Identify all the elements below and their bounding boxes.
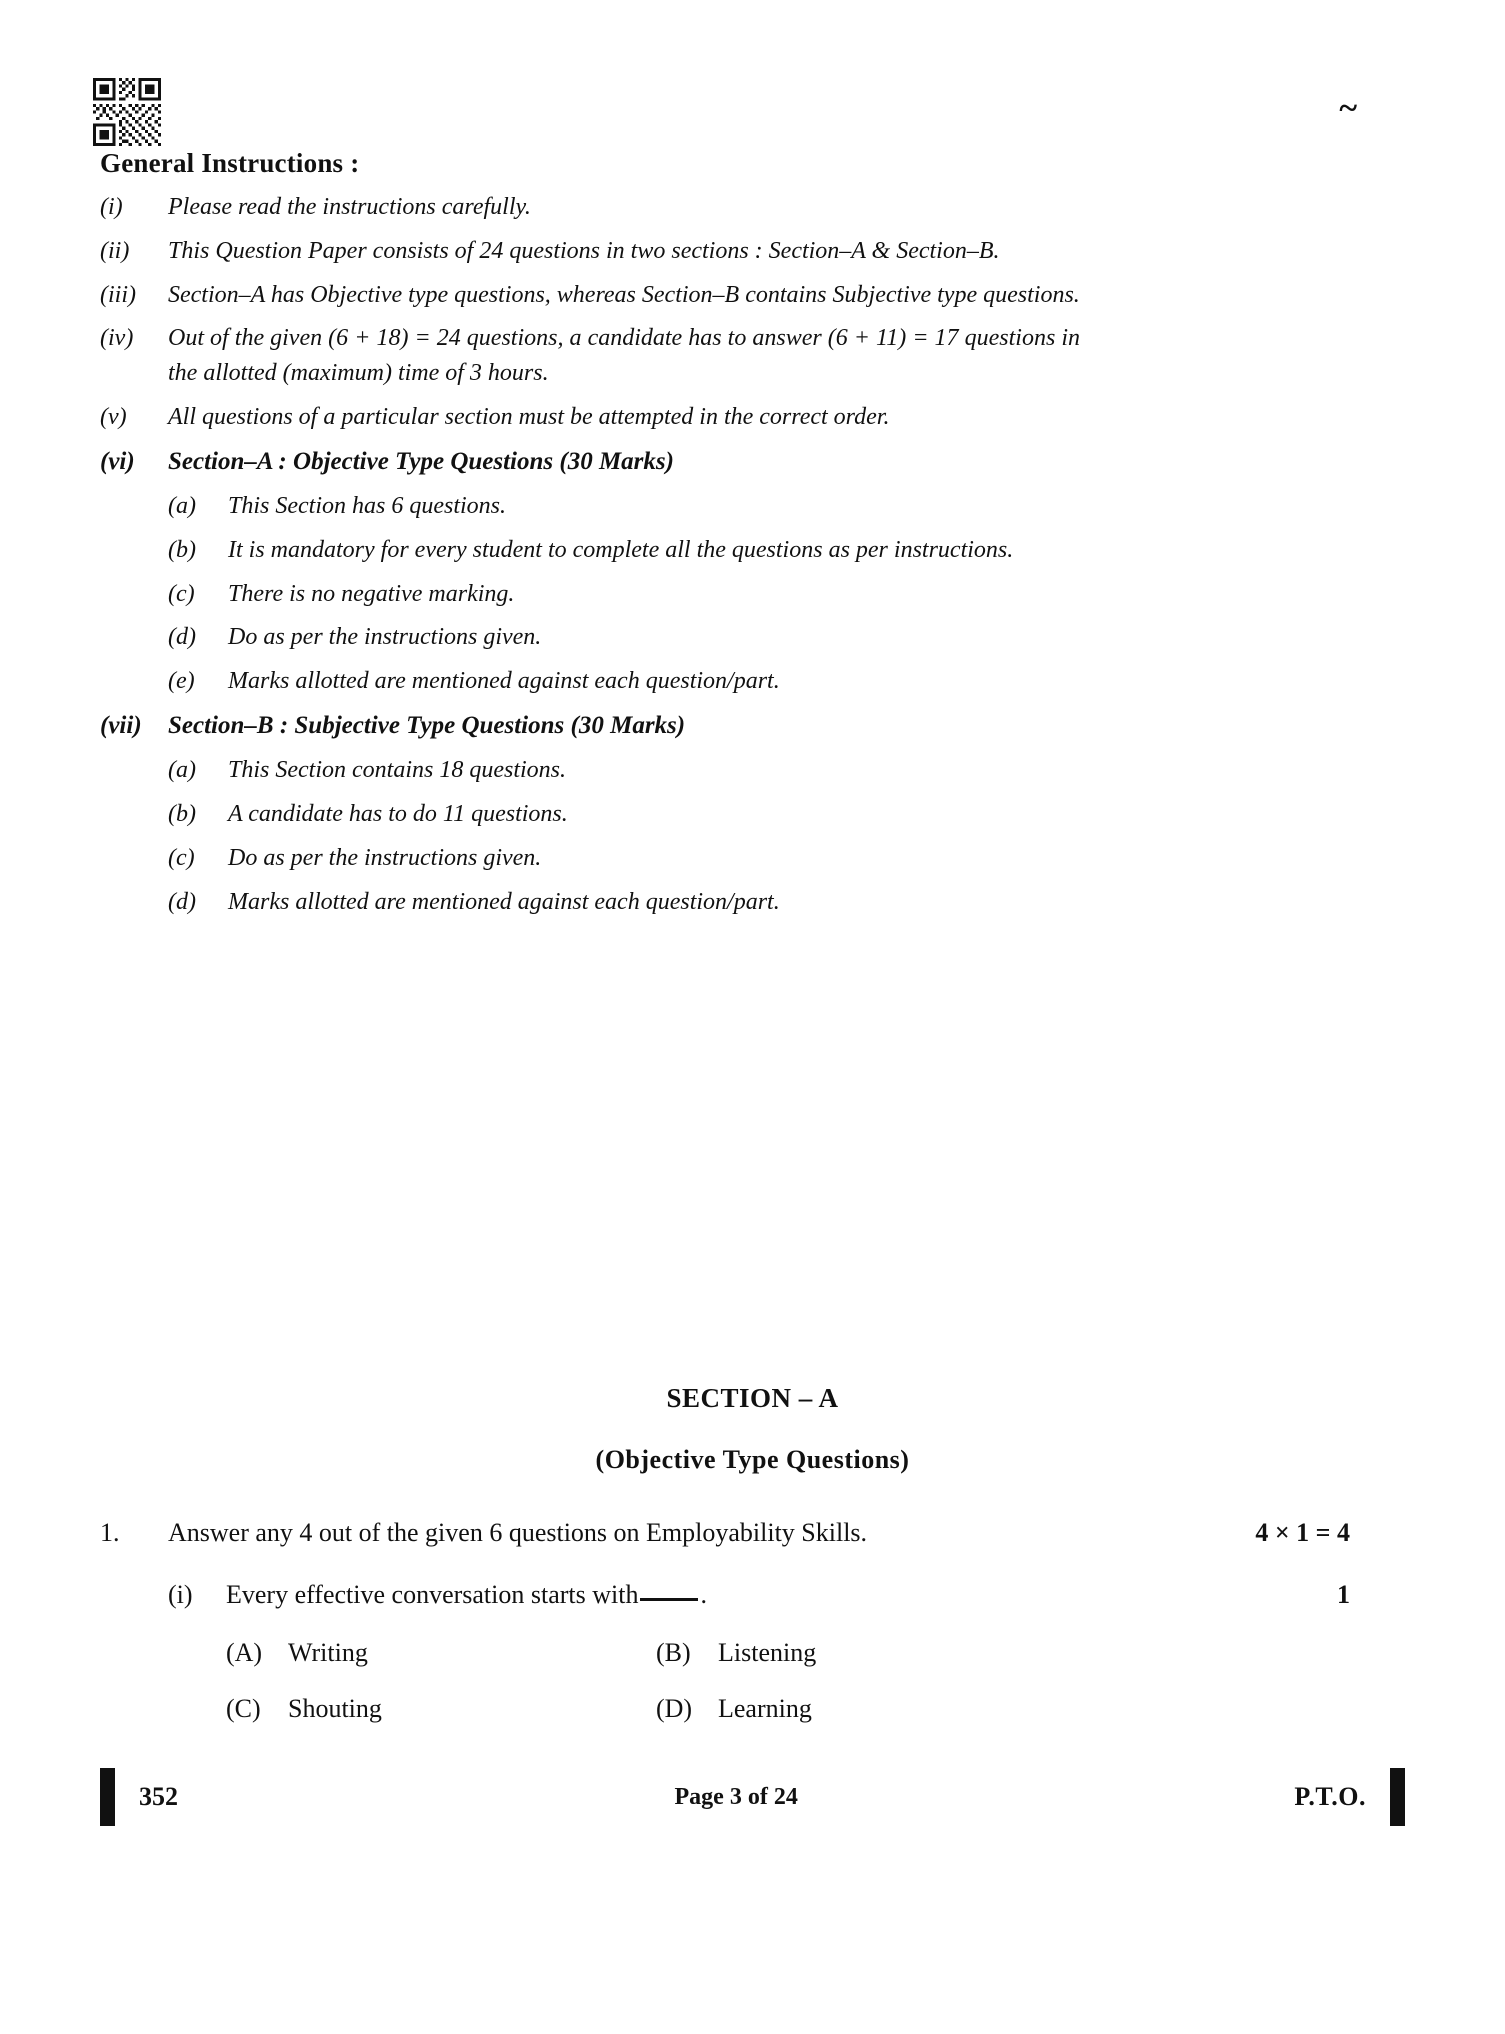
footer-bar-right [1390, 1768, 1405, 1826]
page-footer [100, 1768, 1405, 1826]
sub-instruction-item-e [168, 664, 1080, 699]
sub-instruction-item-c [168, 841, 1080, 876]
footer-content [115, 1768, 1390, 1826]
section-a-sub-instructions [168, 489, 1080, 699]
sub-instruction-item-a [168, 489, 1080, 524]
paper-code: 352 [139, 1782, 178, 1811]
option-b[interactable] [656, 1638, 1086, 1668]
sub-question-text-after-blank: . [700, 1580, 707, 1609]
instruction-text: Section–A : Objective Type Questions (30 Marks) [168, 447, 674, 475]
question-1-main [100, 1518, 1350, 1548]
instruction-text: Section–B : Subjective Type Questions (30 Marks) [168, 712, 686, 740]
sub-instruction-item-c [168, 577, 1080, 612]
instruction-marker: (vi) [100, 447, 135, 475]
sub-instruction-marker: (a) [168, 757, 196, 784]
option-a[interactable] [226, 1638, 656, 1668]
option-label: (D) [656, 1694, 693, 1723]
sub-instruction-marker: (a) [168, 493, 196, 520]
instruction-section-a-heading [100, 444, 1080, 480]
sub-instruction-item-a [168, 753, 1080, 788]
option-label: (B) [656, 1638, 691, 1667]
sub-instruction-marker: (d) [168, 888, 196, 915]
question-1-block [100, 1518, 1350, 1750]
question-number: 1. [100, 1518, 120, 1547]
instruction-marker: (ii) [100, 237, 130, 264]
sub-instruction-item-b [168, 797, 1080, 832]
sub-instruction-text: It is mandatory for every student to complete all the questions as per instructions. [228, 536, 1014, 563]
sub-instruction-marker: (b) [168, 801, 196, 828]
sub-instruction-item-d [168, 620, 1080, 655]
instruction-text: Please read the instructions carefully. [168, 194, 531, 220]
sub-instruction-item-b [168, 533, 1080, 568]
instruction-item-ii [100, 234, 1080, 269]
option-label: (A) [226, 1638, 263, 1667]
instruction-item-iv [100, 321, 1080, 391]
option-row [226, 1694, 1350, 1724]
sub-question-text-before-blank: Every effective conversation starts with [226, 1580, 639, 1609]
question-marks: 4 × 1 = 4 [1255, 1518, 1350, 1547]
sub-instruction-text: Do as per the instructions given. [228, 624, 542, 651]
sub-instruction-text: Do as per the instructions given. [228, 844, 542, 871]
instruction-section-b-heading [100, 708, 1080, 744]
option-text: Listening [718, 1638, 817, 1667]
sub-instruction-marker: (c) [168, 844, 195, 871]
page-number: Page 3 of 24 [674, 1783, 798, 1810]
instruction-marker: (v) [100, 403, 127, 430]
instruction-item-iii [100, 278, 1080, 313]
sub-instruction-marker: (c) [168, 580, 195, 607]
sub-instruction-marker: (d) [168, 624, 196, 651]
sub-instruction-text: This Section has 6 questions. [228, 493, 507, 520]
sub-instruction-text: This Section contains 18 questions. [228, 757, 566, 784]
option-c[interactable] [226, 1694, 656, 1724]
option-text: Writing [288, 1638, 368, 1667]
footer-bar-left [100, 1768, 115, 1826]
instruction-text: Section–A has Objective type questions, whereas Section–B contains Subjective type questions. [168, 281, 1080, 308]
option-text: Learning [718, 1694, 812, 1723]
option-row [226, 1638, 1350, 1668]
sub-instruction-text: Marks allotted are mentioned against each question/part. [228, 668, 780, 695]
section-b-sub-instructions [168, 753, 1080, 919]
question-1-options [100, 1638, 1350, 1724]
sub-question-marker: (i) [168, 1580, 193, 1609]
sub-question-marks: 1 [1337, 1580, 1350, 1609]
instruction-marker: (iii) [100, 281, 136, 308]
option-text: Shouting [288, 1694, 382, 1723]
instruction-text: This Question Paper consists of 24 questions in two sections : Section–A & Section–B. [168, 237, 1000, 264]
question-1-sub-i [100, 1580, 1350, 1610]
general-instructions-title: General Instructions : [100, 148, 360, 178]
instruction-item-v [100, 400, 1080, 435]
section-a-subtitle: (Objective Type Questions) [595, 1445, 910, 1474]
instruction-marker: (vii) [100, 712, 142, 740]
qr-code-icon [93, 78, 161, 146]
question-stem: Answer any 4 out of the given 6 questions on Employability Skills. [168, 1518, 868, 1547]
sub-instruction-text: There is no negative marking. [228, 580, 515, 607]
option-d[interactable] [656, 1694, 1086, 1724]
corner-mark: ~ [1339, 90, 1357, 127]
sub-instruction-marker: (b) [168, 536, 196, 563]
instruction-item-i [100, 190, 1080, 225]
section-a-title: SECTION – A [666, 1383, 839, 1413]
instruction-text: Out of the given (6 + 18) = 24 questions, a candidate has to answer (6 + 11) = 17 questions in the allotted (maximum) time of 3 hours. [168, 325, 1080, 387]
instruction-text: All questions of a particular section must be attempted in the correct order. [168, 403, 890, 430]
sub-instruction-marker: (e) [168, 668, 195, 695]
pto-label: P.T.O. [1294, 1782, 1366, 1811]
instruction-marker: (iv) [100, 325, 134, 352]
instruction-marker: (i) [100, 194, 123, 220]
sub-question-text [226, 1580, 1319, 1610]
general-instructions-list [100, 190, 1080, 928]
option-label: (C) [226, 1694, 261, 1723]
sub-instruction-item-d [168, 885, 1080, 920]
answer-blank [640, 1598, 698, 1601]
sub-instruction-text: A candidate has to do 11 questions. [228, 801, 568, 828]
sub-instruction-text: Marks allotted are mentioned against each question/part. [228, 888, 780, 915]
